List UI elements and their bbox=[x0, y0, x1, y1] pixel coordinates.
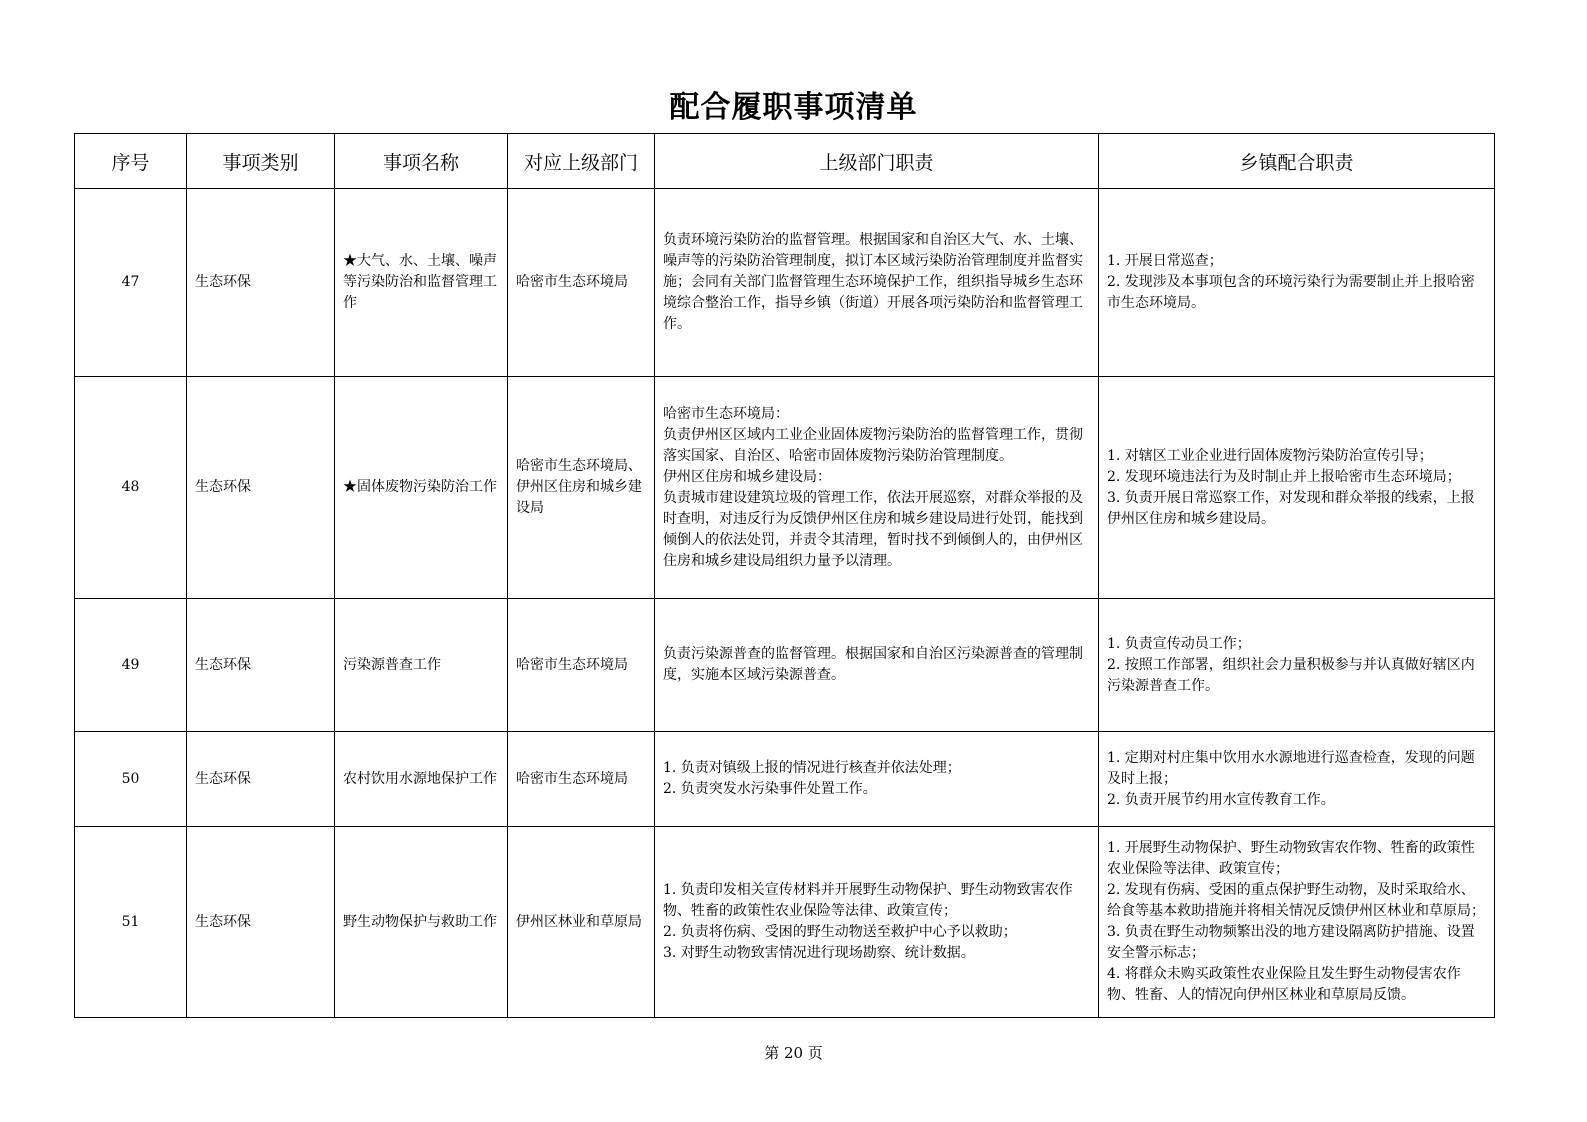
header-dept: 对应上级部门 bbox=[508, 134, 655, 189]
row-dept-duty: 哈密市生态环境局： 负责伊州区区域内工业企业固体废物污染防治的监督管理工作，贯彻落实国家、自治区、哈密市固体废物污染防治管理制度。 伊州区住房和城乡建设局： 负责城市建设建筑垃圾的管理工作，依法开展巡察，对群众举报的及时查明，对违反行为反馈伊州区住房和城乡建设局进行处罚，能找到倾倒人的依法处罚，并责令其清理，暂时找不到倾倒人的，由伊州区住房和城乡建设局组织力量予以清理。 bbox=[655, 377, 1099, 599]
row-dept: 哈密市生态环境局 bbox=[508, 599, 655, 732]
header-town-duty: 乡镇配合职责 bbox=[1099, 134, 1495, 189]
table-row bbox=[75, 827, 1495, 1018]
row-name: 农村饮用水源地保护工作 bbox=[335, 732, 508, 827]
row-name: ★固体废物污染防治工作 bbox=[335, 377, 508, 599]
table-row bbox=[75, 599, 1495, 732]
duty-table bbox=[74, 133, 1495, 1018]
row-dept-duty: 1. 负责印发相关宣传材料并开展野生动物保护、野生动物致害农作物、牲畜的政策性农业保险等法律、政策宣传； 2. 负责将伤病、受困的野生动物送至救护中心予以救助； 3. 对野生动物致害情况进行现场勘察、统计数据。 bbox=[655, 827, 1099, 1018]
row-dept-duty: 1. 负责对镇级上报的情况进行核查并依法处理； 2. 负责突发水污染事件处置工作。 bbox=[655, 732, 1099, 827]
header-no: 序号 bbox=[75, 134, 187, 189]
row-no: 49 bbox=[75, 599, 187, 732]
table-row bbox=[75, 377, 1495, 599]
row-dept: 伊州区林业和草原局 bbox=[508, 827, 655, 1018]
header-category: 事项类别 bbox=[187, 134, 335, 189]
row-town-duty: 1. 定期对村庄集中饮用水水源地进行巡查检查，发现的问题及时上报； 2. 负责开展节约用水宣传教育工作。 bbox=[1099, 732, 1495, 827]
row-category: 生态环保 bbox=[187, 189, 335, 377]
row-dept: 哈密市生态环境局 bbox=[508, 732, 655, 827]
row-town-duty: 1. 负责宣传动员工作； 2. 按照工作部署，组织社会力量积极参与并认真做好辖区内污染源普查工作。 bbox=[1099, 599, 1495, 732]
row-dept: 哈密市生态环境局、伊州区住房和城乡建设局 bbox=[508, 377, 655, 599]
row-category: 生态环保 bbox=[187, 377, 335, 599]
row-category: 生态环保 bbox=[187, 732, 335, 827]
page-number: 第 20 页 bbox=[764, 1044, 823, 1062]
row-category: 生态环保 bbox=[187, 599, 335, 732]
row-category: 生态环保 bbox=[187, 827, 335, 1018]
page-title: 配合履职事项清单 bbox=[669, 90, 918, 125]
row-no: 51 bbox=[75, 827, 187, 1018]
row-no: 47 bbox=[75, 189, 187, 377]
table-header-row bbox=[75, 134, 1495, 189]
row-name: 污染源普查工作 bbox=[335, 599, 508, 732]
row-no: 48 bbox=[75, 377, 187, 599]
row-town-duty: 1. 开展野生动物保护、野生动物致害农作物、牲畜的政策性农业保险等法律、政策宣传； 2. 发现有伤病、受困的重点保护野生动物，及时采取给水、给食等基本救助措施并将相关情况反馈伊州区林业和草原局； 3. 负责在野生动物频繁出没的地方建设隔离防护措施、设置安全警示标志； 4. 将群众未购买政策性农业保险且发生野生动物侵害农作物、牲畜、人的情况向伊州区林业和草原局反馈。 bbox=[1099, 827, 1495, 1018]
row-town-duty: 1. 对辖区工业企业进行固体废物污染防治宣传引导； 2. 发现环境违法行为及时制止并上报哈密市生态环境局； 3. 负责开展日常巡察工作，对发现和群众举报的线索，上报伊州区住房和城乡建设局。 bbox=[1099, 377, 1495, 599]
header-name: 事项名称 bbox=[335, 134, 508, 189]
row-dept: 哈密市生态环境局 bbox=[508, 189, 655, 377]
row-town-duty: 1. 开展日常巡查； 2. 发现涉及本事项包含的环境污染行为需要制止并上报哈密市生态环境局。 bbox=[1099, 189, 1495, 377]
header-dept-duty: 上级部门职责 bbox=[655, 134, 1099, 189]
row-dept-duty: 负责环境污染防治的监督管理。根据国家和自治区大气、水、土壤、噪声等的污染防治管理制度，拟订本区域污染防治管理制度并监督实施；会同有关部门监督管理生态环境保护工作，组织指导城乡生态环境综合整治工作，指导乡镇（街道）开展各项污染防治和监督管理工作。 bbox=[655, 189, 1099, 377]
table-row bbox=[75, 732, 1495, 827]
row-name: 野生动物保护与救助工作 bbox=[335, 827, 508, 1018]
table-row bbox=[75, 189, 1495, 377]
row-name: ★大气、水、土壤、噪声等污染防治和监督管理工作 bbox=[335, 189, 508, 377]
row-no: 50 bbox=[75, 732, 187, 827]
row-dept-duty: 负责污染源普查的监督管理。根据国家和自治区污染源普查的管理制度，实施本区域污染源普查。 bbox=[655, 599, 1099, 732]
